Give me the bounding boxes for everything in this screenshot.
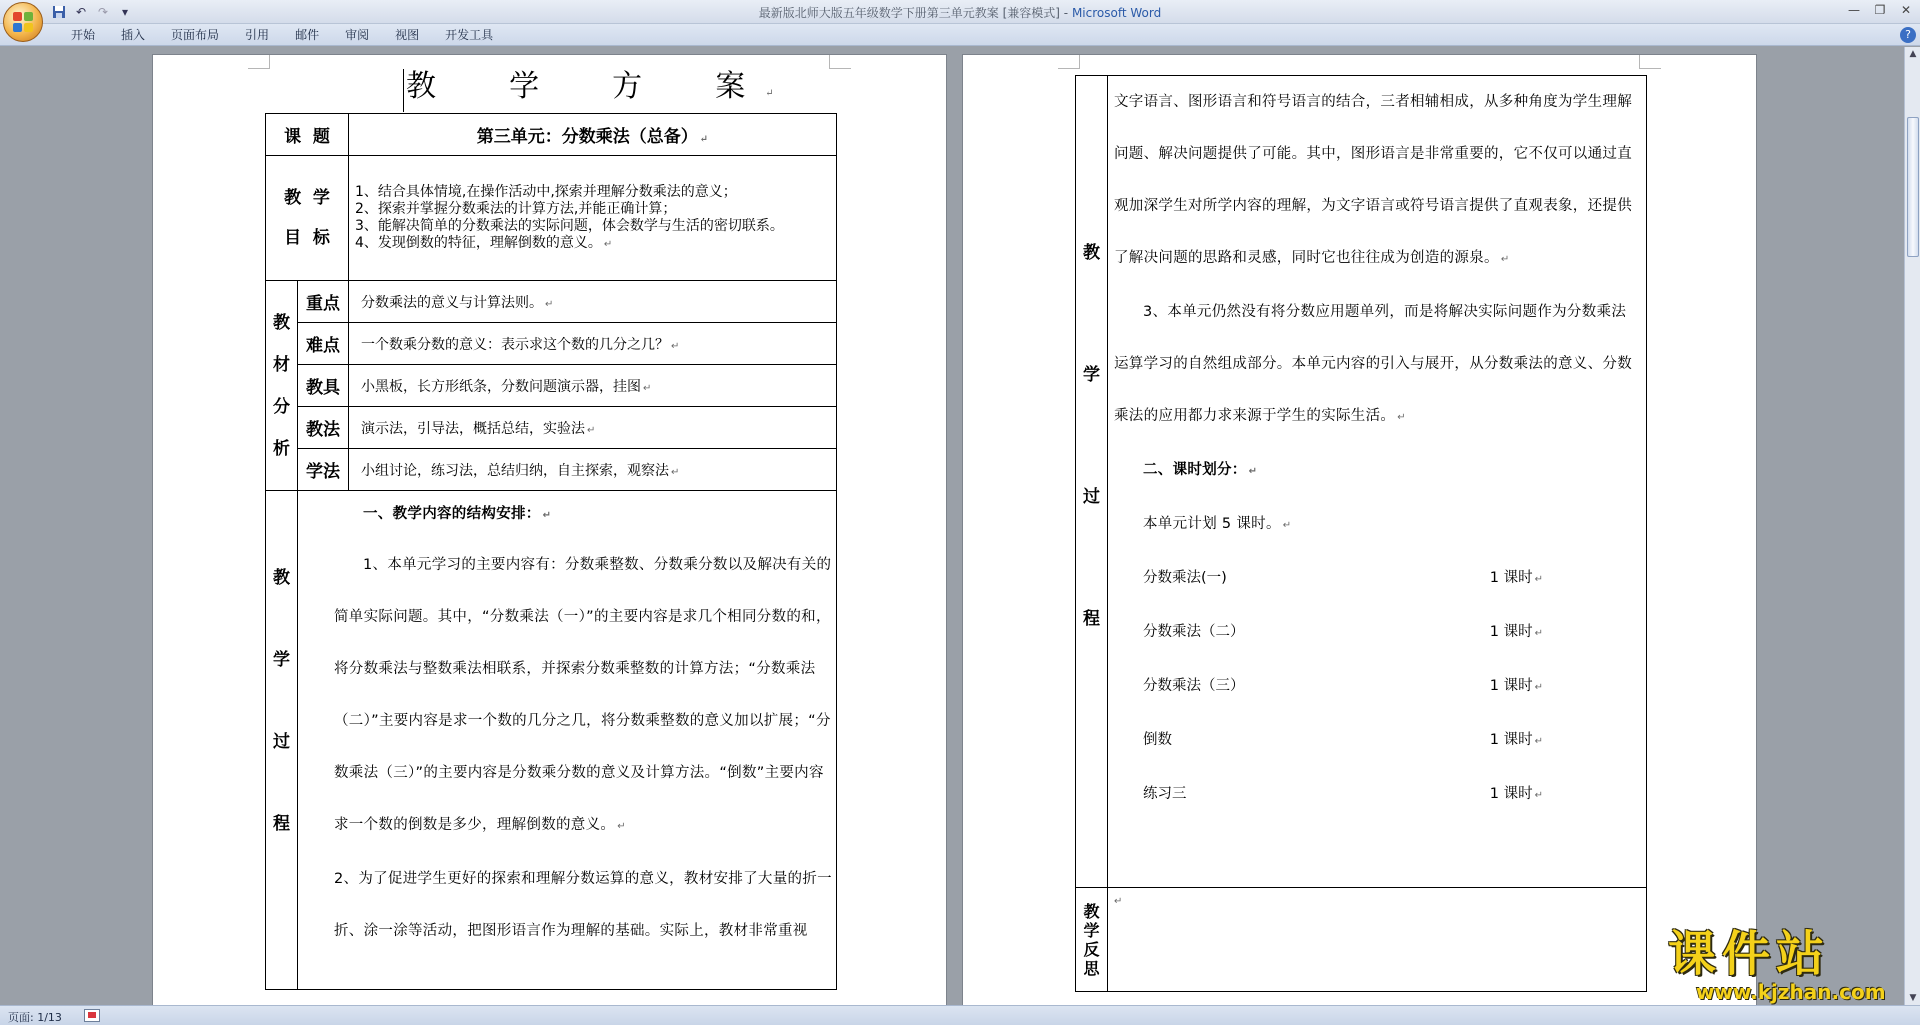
material-analysis-char: 分: [273, 396, 290, 417]
crop-mark: [1639, 55, 1661, 69]
schedule-name: 分数乘法（二）: [1143, 624, 1245, 640]
goal-item-text: 4、发现倒数的特征，理解倒数的意义。: [355, 234, 602, 251]
schedule-intro: [1114, 498, 1640, 552]
schedule-hours-text: 1 课时: [1489, 786, 1533, 802]
paragraph-mark: ↵: [1534, 574, 1543, 585]
schedule-hours: [1490, 768, 1543, 822]
goal-item: 2、探索并掌握分数乘法的计算方法,并能正确计算；: [355, 200, 677, 217]
page-1[interactable]: [153, 55, 946, 1005]
minimize-icon[interactable]: —: [1848, 3, 1860, 17]
reflection-label-char: 思: [1083, 958, 1100, 978]
schedule-hours: [1490, 552, 1543, 606]
window-controls: [1846, 2, 1914, 18]
office-logo-icon: [13, 12, 33, 32]
paragraph-mark: ↵: [1114, 896, 1123, 907]
tab-view[interactable]: 视图: [395, 28, 420, 42]
goals-label-line-2: 目 标: [284, 228, 330, 248]
analysis-value-teaching-method: [349, 407, 837, 449]
paragraph-mark: ↵: [1500, 254, 1510, 265]
schedule-hours-text: 1 课时: [1489, 732, 1533, 748]
paragraph-mark: ↵: [545, 298, 554, 310]
analysis-value-text: 分数乘法的意义与计算法则。: [361, 294, 543, 311]
schedule-intro-text: 本单元计划 5 课时。: [1143, 516, 1281, 532]
analysis-label-difficulty: 难点: [298, 323, 349, 365]
analysis-label-learning-method: 学法: [298, 449, 349, 491]
process-label-char: 教: [1083, 243, 1100, 263]
schedule-hours-text: 1 课时: [1489, 678, 1533, 694]
process-paragraph-continued: [1114, 76, 1640, 286]
analysis-value-learning-method: [349, 449, 837, 491]
goals-label-line-1: 教 学: [284, 188, 330, 208]
lesson-plan-table-continued: [1075, 75, 1647, 992]
customize-qat-icon[interactable]: ▾: [121, 5, 129, 19]
process-heading-text: 一、教学内容的结构安排：: [363, 506, 541, 522]
paragraph-mark: ↵: [587, 424, 596, 436]
status-bar: [0, 1005, 1920, 1025]
process-label-char: 程: [1083, 609, 1100, 629]
paragraph-mark: ↵: [1248, 466, 1258, 477]
doc-heading-text: 教 学 方 案: [406, 69, 764, 104]
schedule-hours-text: 1 课时: [1489, 570, 1533, 586]
app-name: Microsoft Word: [1071, 6, 1162, 20]
paragraph-mark: ↵: [1534, 736, 1543, 747]
process-label: [266, 491, 298, 990]
analysis-value-text: 小组讨论，练习法，总结归纳，自主探索，观察法: [361, 462, 669, 479]
process-label-char: 学: [1083, 365, 1100, 385]
help-icon[interactable]: ?: [1900, 27, 1916, 43]
crop-mark: [1058, 55, 1080, 69]
paragraph-mark: ↵: [643, 382, 652, 394]
process-label-char: 教: [273, 568, 290, 588]
paragraph-mark: ↵: [1534, 628, 1543, 639]
topic-label: 课 题: [266, 114, 349, 156]
process-paragraph-text: 文字语言、图形语言和符号语言的结合，三者相辅相成，从多种角度为学生理解问题、解决问题提供了可能。其中，图形语言是非常重要的，它不仅可以通过直观加深学生对所学内容的理解，为文字语言或符号语言提供了直观表象，还提供了解决问题的思路和灵感，同时它也往往成为创造的源泉。: [1114, 94, 1632, 266]
process-heading: [334, 491, 832, 539]
schedule-row: [1143, 660, 1543, 714]
schedule-name: 分数乘法（三）: [1143, 678, 1245, 694]
schedule-name: 分数乘法(一): [1143, 570, 1227, 586]
analysis-value-key-point: [349, 281, 837, 323]
goals-label: [266, 156, 349, 281]
schedule-name: 倒数: [1143, 732, 1172, 748]
paragraph-mark: ↵: [1534, 790, 1543, 801]
process-label-char: 学: [273, 650, 290, 670]
analysis-value-text: 小黑板，长方形纸条，分数问题演示器，挂图: [361, 378, 641, 395]
process-paragraph-text: 3、本单元仍然没有将分数应用题单列，而是将解决实际问题作为分数乘法运算学习的自然组成部分。本单元内容的引入与展开，从分数乘法的意义、分数乘法的应用都力求来源于学生的实际生活。: [1114, 304, 1632, 424]
goal-item: 1、结合具体情境,在操作活动中,探索并理解分数乘法的意义；: [355, 183, 737, 200]
paragraph-mark: ↵: [1397, 412, 1406, 423]
schedule-hours: [1490, 660, 1543, 714]
goal-item: [355, 235, 830, 253]
analysis-label-teaching-aids: 教具: [298, 365, 349, 407]
tab-mailings[interactable]: 邮件: [295, 28, 320, 42]
topic-value: [349, 114, 837, 156]
material-analysis-char: 教: [273, 312, 290, 333]
analysis-value-difficulty: [349, 323, 837, 365]
analysis-label-key-point: 重点: [298, 281, 349, 323]
watermark-cn: 课件站: [1668, 926, 1831, 982]
crop-mark: [829, 55, 851, 69]
tab-page-layout[interactable]: 页面布局: [171, 28, 220, 42]
page-2[interactable]: [963, 55, 1756, 1005]
analysis-label-teaching-method: 教法: [298, 407, 349, 449]
title-separator: -: [1059, 6, 1072, 20]
undo-icon[interactable]: ↶: [75, 5, 87, 19]
tab-insert[interactable]: 插入: [121, 28, 146, 42]
redo-icon[interactable]: ↷: [97, 5, 109, 19]
document-name: 最新版北师大版五年级数学下册第三单元教案 [兼容模式]: [758, 6, 1060, 20]
ribbon-tabs: [0, 24, 1920, 46]
goal-item: 3、能解决简单的分数乘法的实际问题，体会数学与生活的密切联系。: [355, 217, 784, 234]
reflection-label-char: 教: [1083, 901, 1100, 921]
analysis-value-text: 演示法，引导法，概括总结，实验法: [361, 420, 585, 437]
paragraph-mark: ↵: [603, 238, 613, 250]
schedule-row: [1143, 606, 1543, 660]
tab-developer[interactable]: 开发工具: [445, 28, 494, 42]
paragraph-mark: ↵: [671, 466, 680, 478]
crop-mark: [248, 55, 270, 69]
paragraph-mark: ↵: [765, 88, 792, 99]
doc-heading: [403, 69, 792, 112]
watermark-url: www.kjzhan.com: [1696, 980, 1886, 1004]
goals-cell: [349, 156, 837, 281]
schedule-name: 练习三: [1143, 786, 1187, 802]
document-area[interactable]: [0, 47, 1904, 1005]
process-paragraph-text: 1、本单元学习的主要内容有：分数乘整数、分数乘分数以及解决有关的简单实际问题。其中，“分数乘法（一）”的主要内容是求几个相同分数的和，将分数乘法与整数乘法相联系，并探索分数乘整数的计算方法；“分数乘法（二）”主要内容是求一个数的几分之几，将分数乘整数的意义加以扩展；“分数乘法（三）”的主要内容是分数乘分数的意义及计算方法。“倒数”主要内容求一个数的倒数是多少，理解倒数的意义。: [334, 557, 832, 833]
analysis-value-teaching-aids: [349, 365, 837, 407]
close-icon[interactable]: ✕: [1900, 3, 1912, 17]
process-paragraph-3: [1114, 286, 1640, 444]
process-content-continued: [1108, 76, 1647, 888]
process-content: [298, 491, 837, 990]
process-label: [1076, 76, 1108, 888]
scroll-down-icon[interactable]: ▼: [1909, 993, 1917, 1003]
reflection-cell[interactable]: [1108, 888, 1647, 992]
paragraph-mark: ↵: [1282, 520, 1292, 531]
schedule-hours: [1490, 714, 1543, 768]
proofing-icon[interactable]: [84, 1009, 100, 1022]
schedule-row: [1143, 552, 1543, 606]
scroll-up-icon[interactable]: ▲: [1909, 49, 1917, 59]
watermark: [1668, 928, 1904, 1004]
material-analysis-char: 析: [273, 438, 290, 459]
paragraph-mark: ↵: [542, 510, 552, 521]
schedule-heading-text: 二、课时划分：: [1143, 462, 1247, 478]
page-count[interactable]: 页面: 1/13: [8, 1011, 62, 1024]
process-paragraph-2: 2、为了促进学生更好的探索和理解分数运算的意义，教材安排了大量的折一折、涂一涂等活动，把图形语言作为理解的基础。实际上，教材非常重视: [334, 871, 832, 939]
process-paragraph-1: [334, 539, 832, 853]
material-analysis-label: [266, 281, 298, 491]
paragraph-mark: ↵: [1534, 682, 1543, 693]
reflection-label: [1076, 888, 1108, 992]
analysis-value-text: 一个数乘分数的意义：表示求这个数的几分之几？: [361, 336, 669, 353]
schedule-heading: [1114, 444, 1640, 498]
process-label-char: 程: [273, 814, 290, 834]
tab-review[interactable]: 审阅: [345, 28, 370, 42]
office-button[interactable]: [3, 2, 43, 42]
schedule-hours: [1490, 606, 1543, 660]
schedule-row: [1143, 768, 1543, 822]
vertical-scrollbar[interactable]: [1904, 47, 1920, 1005]
paragraph-mark: ↵: [699, 134, 709, 145]
material-analysis-char: 材: [273, 354, 290, 375]
title-bar: [0, 0, 1920, 24]
schedule-row: [1143, 714, 1543, 768]
lesson-plan-table: [265, 113, 837, 990]
paragraph-mark: ↵: [617, 821, 626, 832]
process-label-char: 过: [273, 732, 290, 752]
tab-references[interactable]: 引用: [245, 28, 270, 42]
process-label-char: 过: [1083, 487, 1100, 507]
scrollbar-thumb[interactable]: [1907, 117, 1919, 257]
tab-home[interactable]: 开始: [71, 28, 96, 42]
window-title: [0, 4, 1920, 21]
topic-value-text: 第三单元：分数乘法（总备）: [476, 127, 698, 147]
reflection-label-char: 学: [1083, 920, 1100, 940]
maximize-icon[interactable]: ❐: [1874, 3, 1886, 17]
reflection-label-char: 反: [1083, 939, 1100, 959]
paragraph-mark: ↵: [671, 340, 680, 352]
schedule-hours-text: 1 课时: [1489, 624, 1533, 640]
